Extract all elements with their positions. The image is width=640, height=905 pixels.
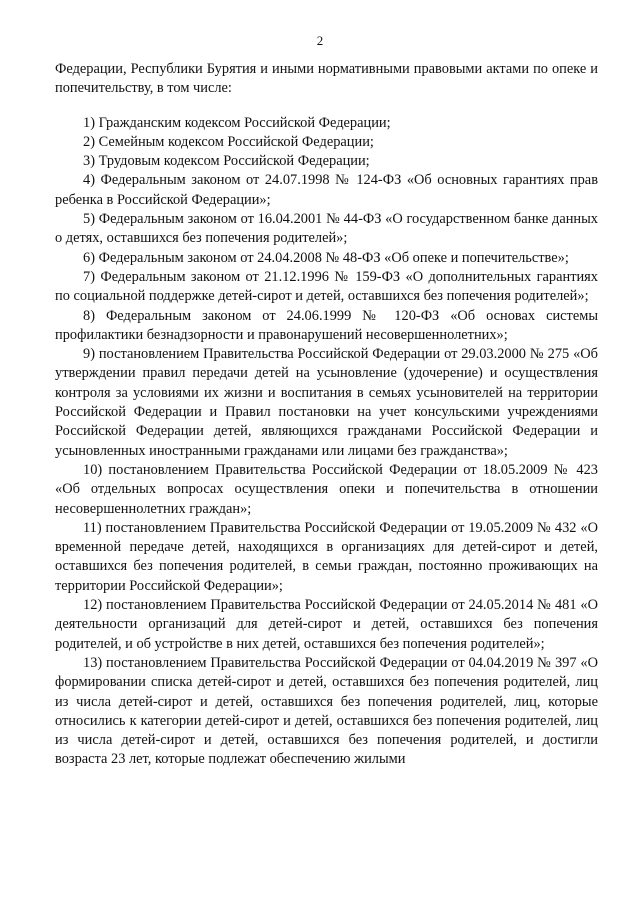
list-item-11: 11) постановлением Правительства Российской Федерации от 19.05.2009 № 432 «О временной передаче детей, находящихся в организациях для детей-сирот и детей, оставшихся без попечения родителей, в семьи граждан, постоянно проживающих на территории Российской Федерации»; bbox=[55, 519, 598, 594]
list-item-12: 12) постановлением Правительства Российской Федерации от 24.05.2014 № 481 «О деятельности организаций для детей-сирот и детей, оставшихся без попечения родителей, и об устройстве в них детей, оставшихся без попечения родителей»; bbox=[55, 597, 598, 652]
document-body bbox=[55, 60, 598, 770]
list-item-1: 1) Гражданским кодексом Российской Федерации; bbox=[83, 114, 391, 131]
list-item-13: 13) постановлением Правительства Российской Федерации от 04.04.2019 № 397 «О формировании списка детей-сирот и детей, оставшихся без попечения родителей, лиц из числа детей-сирот и детей, оставшихся без попечения родителей, лиц, которые относились к категории детей-сирот и детей, оставшихся без попечения родителей, лиц из числа детей-сирот и детей, оставшихся без попечения родителей, и достигли возраста 23 лет, которые подлежат обеспечению жилыми bbox=[55, 654, 598, 768]
list-item-8: 8) Федеральным законом от 24.06.1999 № 120-ФЗ «Об основах системы профилактики безнадзорности и правонарушений несовершеннолетних»; bbox=[55, 307, 598, 343]
list-item-4: 4) Федеральным законом от 24.07.1998 № 124-ФЗ «Об основных гарантиях прав ребенка в Российской Федерации»; bbox=[55, 172, 598, 208]
list-item-2: 2) Семейным кодексом Российской Федерации; bbox=[83, 133, 374, 150]
list-item-9: 9) постановлением Правительства Российской Федерации от 29.03.2000 № 275 «Об утверждении правил передачи детей на усыновление (удочерение) и осуществления контроля за условиями их жизни и воспитания в семьях усыновителей на территории Российской Федерации и Правил постановки на учет консульскими учреждениями Российской Федерации детей, являющихся гражданами Российской Федерации и усыновленных иностранными гражданами или лицами без гражданства»; bbox=[55, 346, 598, 459]
list-item-10: 10) постановлением Правительства Российской Федерации от 18.05.2009 № 423 «Об отдельных вопросах осуществления опеки и попечительства в отношении несовершеннолетних граждан»; bbox=[55, 461, 598, 517]
list-item-3: 3) Трудовым кодексом Российской Федерации; bbox=[83, 153, 370, 170]
list-item-7: 7) Федеральным законом от 21.12.1996 № 159-ФЗ «О дополнительных гарантиях по социальной поддержке детей-сирот и детей, оставшихся без попечения родителей»; bbox=[55, 268, 598, 305]
list-item-6: 6) Федеральным законом от 24.04.2008 № 48-ФЗ «Об опеке и попечительстве»; bbox=[83, 249, 569, 266]
page-number: 2 bbox=[316, 33, 324, 48]
list-item-5: 5) Федеральным законом от 16.04.2001 № 44-ФЗ «О государственном банке данных о детях, оставшихся без попечения родителей»; bbox=[55, 211, 598, 247]
intro-paragraph: Федерации, Республики Бурятия и иными нормативными правовыми актами по опеке и попечительству, в том числе: bbox=[55, 61, 598, 97]
